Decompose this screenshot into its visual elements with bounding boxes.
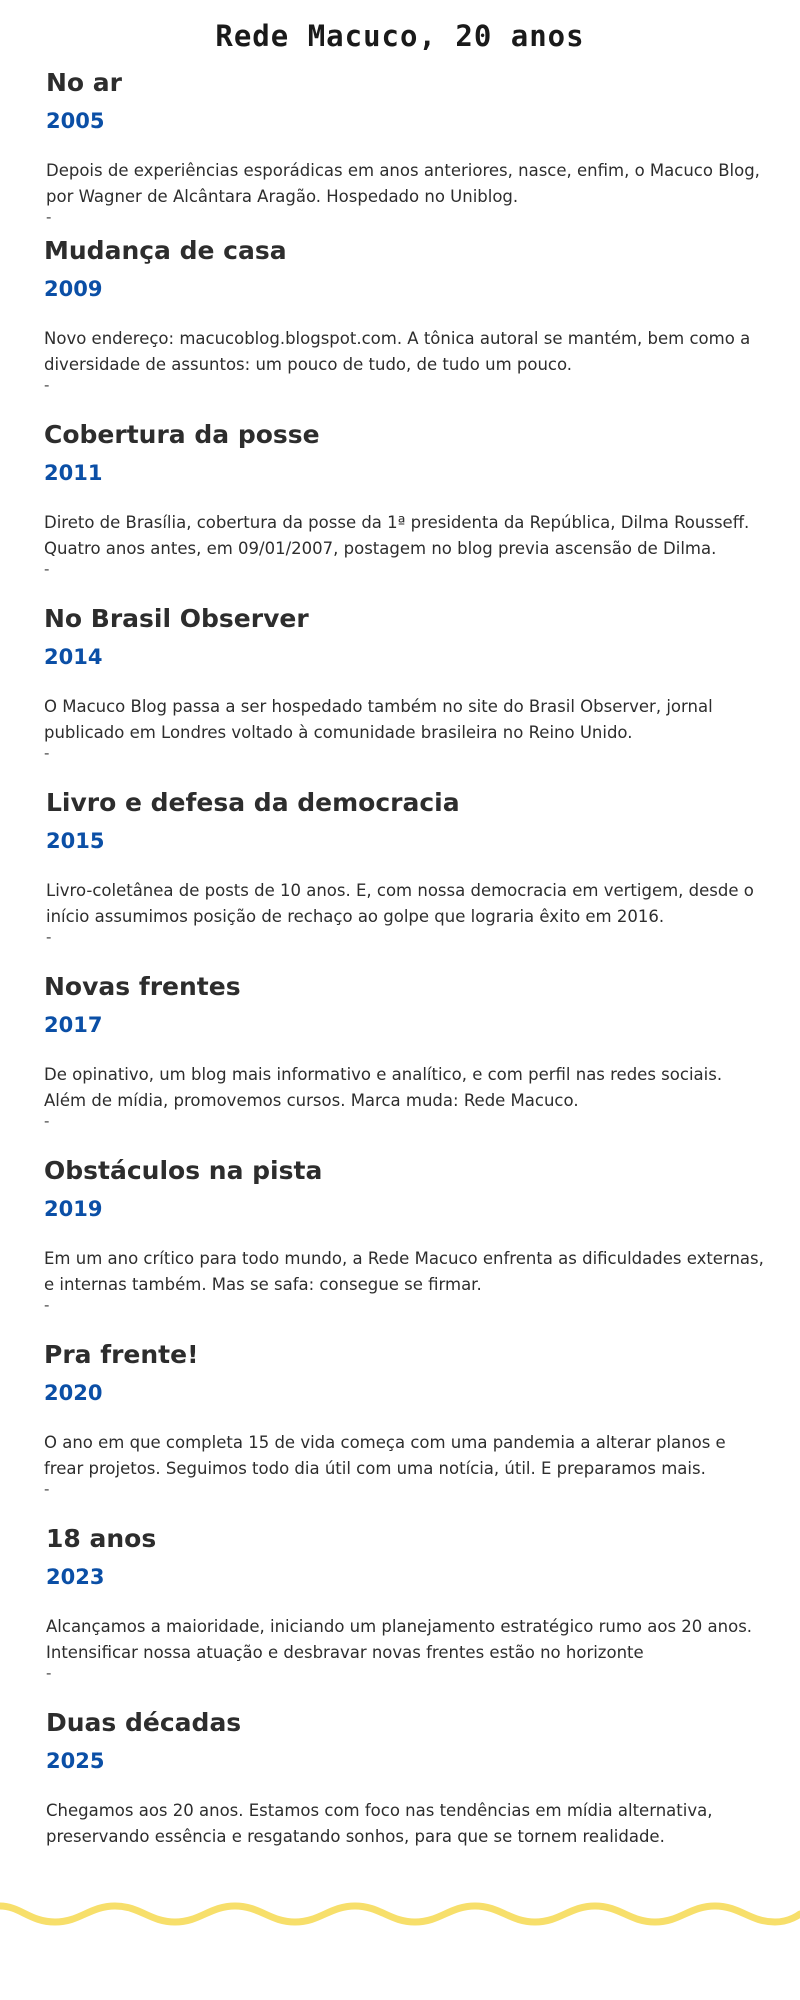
entry-separator: - [44,1296,50,1314]
entry-text: Chegamos aos 20 anos. Estamos com foco nas tendências em mídia alternativa, preservando essência e resgatando sonhos, para que se tornem realidade. [46,1801,713,1846]
entry-year: 2025 [46,1749,105,1773]
entry-separator: - [44,560,50,578]
entry-heading: No ar [46,68,123,97]
timeline-entry-2009 [44,230,764,392]
entry-text: Em um ano crítico para todo mundo, a Rede Macuco enfrenta as dificuldades externas, e internas também. Mas se safa: consegue se firmar. [44,1249,764,1294]
entry-year: 2005 [46,109,105,133]
entry-text: O Macuco Blog passa a ser hospedado também no site do Brasil Observer, jornal publicado em Londres voltado à comunidade brasileira no Reino Unido. [44,697,713,742]
timeline-entry-2017 [44,966,764,1128]
decorative-wave [0,1888,800,1938]
entry-separator: - [46,1664,52,1682]
entry-text: O ano em que completa 15 de vida começa com uma pandemia a alterar planos e frear projetos. Seguimos todo dia útil com uma notícia, útil. E preparamos mais. [44,1433,726,1478]
entry-heading: Pra frente! [44,1340,199,1369]
entry-year: 2019 [44,1197,103,1221]
entry-year: 2011 [44,461,103,485]
entry-year: 2014 [44,645,103,669]
entry-heading: Novas frentes [44,972,241,1001]
entry-text: Livro-coletânea de posts de 10 anos. E, com nossa democracia em vertigem, desde o início assumimos posição de rechaço ao golpe que lograria êxito em 2016. [46,881,754,926]
entry-year: 2020 [44,1381,103,1405]
wave-line [0,1906,800,1922]
entry-heading: No Brasil Observer [44,604,309,633]
entry-text: Alcançamos a maioridade, iniciando um planejamento estratégico rumo aos 20 anos. Intensificar nossa atuação e desbravar novas frentes estão no horizonte [46,1617,753,1662]
entry-separator: - [44,744,50,762]
entry-year: 2023 [46,1565,105,1589]
entry-text: Direto de Brasília, cobertura da posse da 1ª presidenta da República, Dilma Rousseff. Quatro anos antes, em 09/01/2007, postagem no blog previa ascensão de Dilma. [44,513,750,558]
entry-separator: - [44,1480,50,1498]
entry-year: 2015 [46,829,105,853]
timeline-entry-2023 [46,1518,766,1680]
timeline-entry-2014 [44,598,764,760]
timeline-entry-2015 [46,782,766,944]
page-title: Rede Macuco, 20 anos [215,19,585,53]
entry-separator: - [44,1112,50,1130]
entry-separator: - [44,376,50,394]
entry-text: De opinativo, um blog mais informativo e analítico, e com perfil nas redes sociais. Além de mídia, promovemos cursos. Marca muda: Rede Macuco. [44,1065,723,1110]
entry-heading: Obstáculos na pista [44,1156,323,1185]
entry-heading: Livro e defesa da democracia [46,788,460,817]
entry-year: 2017 [44,1013,103,1037]
entry-heading: Duas décadas [46,1708,242,1737]
timeline-entry-2020 [44,1334,764,1496]
timeline-entry-2025 [46,1702,766,1850]
entry-heading: 18 anos [46,1524,157,1553]
entry-year: 2009 [44,277,103,301]
entry-text: Novo endereço: macucoblog.blogspot.com. A tônica autoral se mantém, bem como a diversidade de assuntos: um pouco de tudo, de tudo um pouco. [44,329,751,374]
timeline-entry-2005 [46,62,766,224]
entry-separator: - [46,208,52,226]
entry-separator: - [46,928,52,946]
timeline-entry-2019 [44,1150,764,1312]
timeline-entry-2011 [44,414,764,576]
entry-heading: Mudança de casa [44,236,287,265]
entry-heading: Cobertura da posse [44,420,320,449]
entry-text: Depois de experiências esporádicas em anos anteriores, nasce, enfim, o Macuco Blog, por Wagner de Alcântara Aragão. Hospedado no Uniblog. [46,161,760,206]
